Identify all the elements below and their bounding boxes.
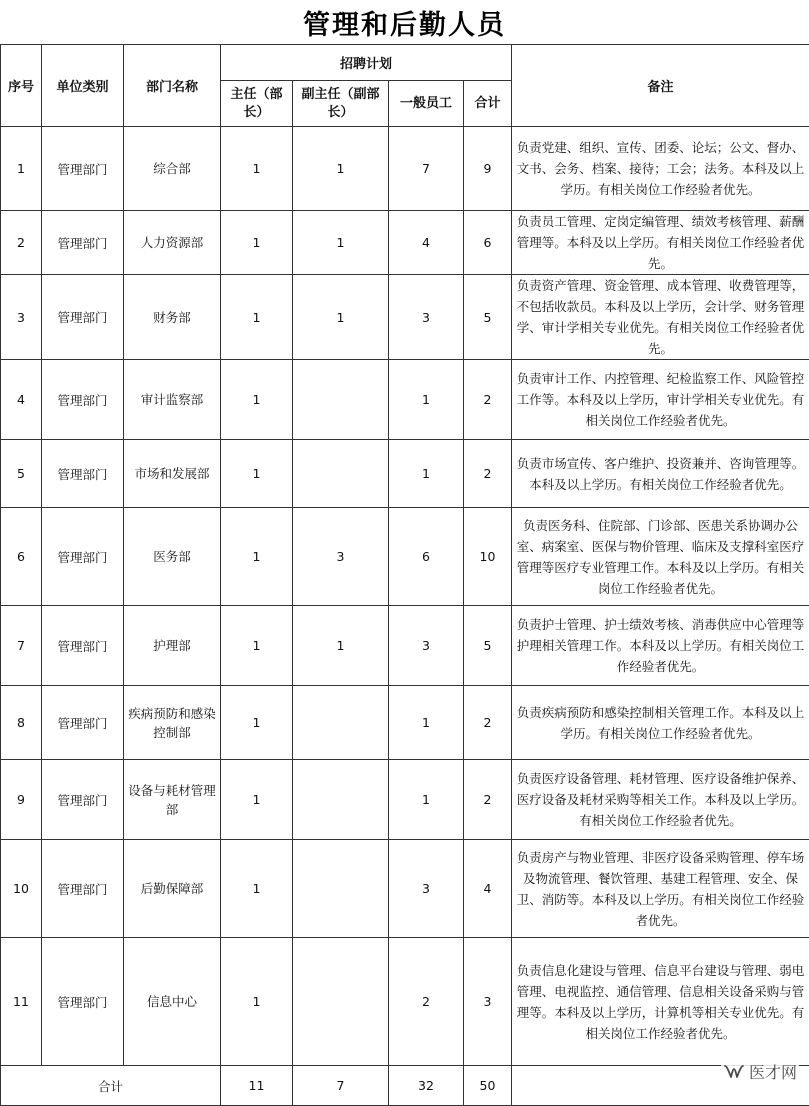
row-total: 6 (464, 211, 512, 275)
row-staff: 1 (389, 760, 464, 840)
row-deputy (293, 760, 389, 840)
row-staff: 1 (389, 686, 464, 760)
table-row (1, 360, 809, 440)
table-row (1, 211, 809, 275)
row-staff: 1 (389, 440, 464, 508)
row-remark: 负责市场宣传、客户维护、投资兼并、咨询管理等。本科及以上学历。有相关岗位工作经验者优先。 (512, 440, 809, 508)
row-director: 1 (221, 275, 293, 360)
row-director: 1 (221, 606, 293, 686)
row-unit-type: 管理部门 (42, 275, 124, 360)
wechat-channel-icon (723, 1063, 745, 1081)
row-director: 1 (221, 360, 293, 440)
table-row (1, 686, 809, 760)
row-remark: 负责员工管理、定岗定编管理、绩效考核管理、薪酬管理等。本科及以上学历。有相关岗位工作经验者优先。 (512, 211, 809, 275)
row-dept: 设备与耗材管理部 (124, 760, 221, 840)
row-staff: 3 (389, 606, 464, 686)
table-row (1, 508, 809, 606)
row-dept: 信息中心 (124, 938, 221, 1066)
table-row (1, 760, 809, 840)
row-remark: 负责信息化建设与管理、信息平台建设与管理、弱电管理、电视监控、通信管理、信息相关设备采购与管理等。本科及以上学历，计算机等相关专业优先。有相关岗位工作经验者优先。 (512, 938, 809, 1066)
row-unit-type: 管理部门 (42, 127, 124, 211)
table-row (1, 275, 809, 360)
row-deputy: 1 (293, 606, 389, 686)
row-seq: 3 (1, 275, 42, 360)
row-total: 3 (464, 938, 512, 1066)
row-deputy (293, 440, 389, 508)
row-total: 5 (464, 606, 512, 686)
header-deputy: 副主任（副部长） (293, 81, 389, 127)
footer-label: 合计 (1, 1066, 221, 1106)
row-dept: 财务部 (124, 275, 221, 360)
row-director: 1 (221, 686, 293, 760)
row-deputy (293, 938, 389, 1066)
row-staff: 3 (389, 840, 464, 938)
page-title: 管理和后勤人员 (0, 0, 809, 44)
row-deputy: 3 (293, 508, 389, 606)
table-row (1, 127, 809, 211)
row-total: 2 (464, 360, 512, 440)
row-staff: 3 (389, 275, 464, 360)
row-remark: 负责医疗设备管理、耗材管理、医疗设备维护保养、医疗设备及耗材采购等相关工作。本科及以上学历。有相关岗位工作经验者优先。 (512, 760, 809, 840)
row-remark: 负责审计工作、内控管理、纪检监察工作、风险管控工作等。本科及以上学历，审计学相关专业优先。有相关岗位工作经验者优先。 (512, 360, 809, 440)
footer-director: 11 (221, 1066, 293, 1106)
row-deputy (293, 840, 389, 938)
header-dept-name: 部门名称 (124, 45, 221, 127)
row-deputy (293, 360, 389, 440)
row-seq: 7 (1, 606, 42, 686)
row-dept: 医务部 (124, 508, 221, 606)
row-remark: 负责护士管理、护士绩效考核、消毒供应中心管理等护理相关管理工作。本科及以上学历。有相关岗位工作经验者优先。 (512, 606, 809, 686)
row-staff: 4 (389, 211, 464, 275)
row-director: 1 (221, 840, 293, 938)
header-staff: 一般员工 (389, 81, 464, 127)
table-row (1, 840, 809, 938)
footer-row (1, 1066, 809, 1106)
row-staff: 6 (389, 508, 464, 606)
row-total: 5 (464, 275, 512, 360)
row-director: 1 (221, 938, 293, 1066)
row-dept: 市场和发展部 (124, 440, 221, 508)
row-unit-type: 管理部门 (42, 606, 124, 686)
row-seq: 10 (1, 840, 42, 938)
row-director: 1 (221, 760, 293, 840)
watermark (721, 1060, 799, 1083)
row-remark: 负责疾病预防和感染控制相关管理工作。本科及以上学历。有相关岗位工作经验者优先。 (512, 686, 809, 760)
row-staff: 2 (389, 938, 464, 1066)
table-row (1, 440, 809, 508)
row-director: 1 (221, 127, 293, 211)
row-unit-type: 管理部门 (42, 686, 124, 760)
row-deputy: 1 (293, 127, 389, 211)
row-seq: 4 (1, 360, 42, 440)
row-seq: 1 (1, 127, 42, 211)
row-director: 1 (221, 211, 293, 275)
table-row (1, 938, 809, 1066)
row-director: 1 (221, 440, 293, 508)
row-staff: 7 (389, 127, 464, 211)
row-unit-type: 管理部门 (42, 840, 124, 938)
footer-staff: 32 (389, 1066, 464, 1106)
row-remark: 负责资产管理、资金管理、成本管理、收费管理等，不包括收款员。本科及以上学历，会计学、财务管理学、审计学相关专业优先。有相关岗位工作经验者优先。 (512, 275, 809, 360)
row-unit-type: 管理部门 (42, 360, 124, 440)
recruitment-table (0, 44, 809, 1106)
row-unit-type: 管理部门 (42, 508, 124, 606)
row-dept: 人力资源部 (124, 211, 221, 275)
row-total: 4 (464, 840, 512, 938)
row-total: 9 (464, 127, 512, 211)
row-staff: 1 (389, 360, 464, 440)
row-total: 10 (464, 508, 512, 606)
row-seq: 6 (1, 508, 42, 606)
header-plan: 招聘计划 (221, 45, 512, 81)
row-total: 2 (464, 440, 512, 508)
row-unit-type: 管理部门 (42, 760, 124, 840)
table-row (1, 606, 809, 686)
row-seq: 9 (1, 760, 42, 840)
row-seq: 11 (1, 938, 42, 1066)
row-dept: 后勤保障部 (124, 840, 221, 938)
header-director: 主任（部长） (221, 81, 293, 127)
header-seq: 序号 (1, 45, 42, 127)
watermark-text: 医才网 (749, 1060, 797, 1083)
row-director: 1 (221, 508, 293, 606)
header-remarks: 备注 (512, 45, 809, 127)
row-total: 2 (464, 760, 512, 840)
footer-total: 50 (464, 1066, 512, 1106)
row-seq: 5 (1, 440, 42, 508)
row-dept: 护理部 (124, 606, 221, 686)
footer-deputy: 7 (293, 1066, 389, 1106)
row-deputy: 1 (293, 211, 389, 275)
row-deputy (293, 686, 389, 760)
row-dept: 综合部 (124, 127, 221, 211)
row-unit-type: 管理部门 (42, 938, 124, 1066)
row-dept: 审计监察部 (124, 360, 221, 440)
row-total: 2 (464, 686, 512, 760)
header-unit-type: 单位类别 (42, 45, 124, 127)
row-seq: 2 (1, 211, 42, 275)
header-total: 合计 (464, 81, 512, 127)
row-deputy: 1 (293, 275, 389, 360)
row-unit-type: 管理部门 (42, 211, 124, 275)
row-remark: 负责党建、组织、宣传、团委、论坛；公文、督办、文书、会务、档案、接待；工会；法务。本科及以上学历。有相关岗位工作经验者优先。 (512, 127, 809, 211)
row-unit-type: 管理部门 (42, 440, 124, 508)
row-seq: 8 (1, 686, 42, 760)
row-remark: 负责医务科、住院部、门诊部、医患关系协调办公室、病案室、医保与物价管理、临床及支撑科室医疗管理等医疗专业管理工作。本科及以上学历。有相关岗位工作经验者优先。 (512, 508, 809, 606)
row-dept: 疾病预防和感染控制部 (124, 686, 221, 760)
row-remark: 负责房产与物业管理、非医疗设备采购管理、停车场及物流管理、餐饮管理、基建工程管理、安全、保卫、消防等。本科及以上学历。有相关岗位工作经验者优先。 (512, 840, 809, 938)
